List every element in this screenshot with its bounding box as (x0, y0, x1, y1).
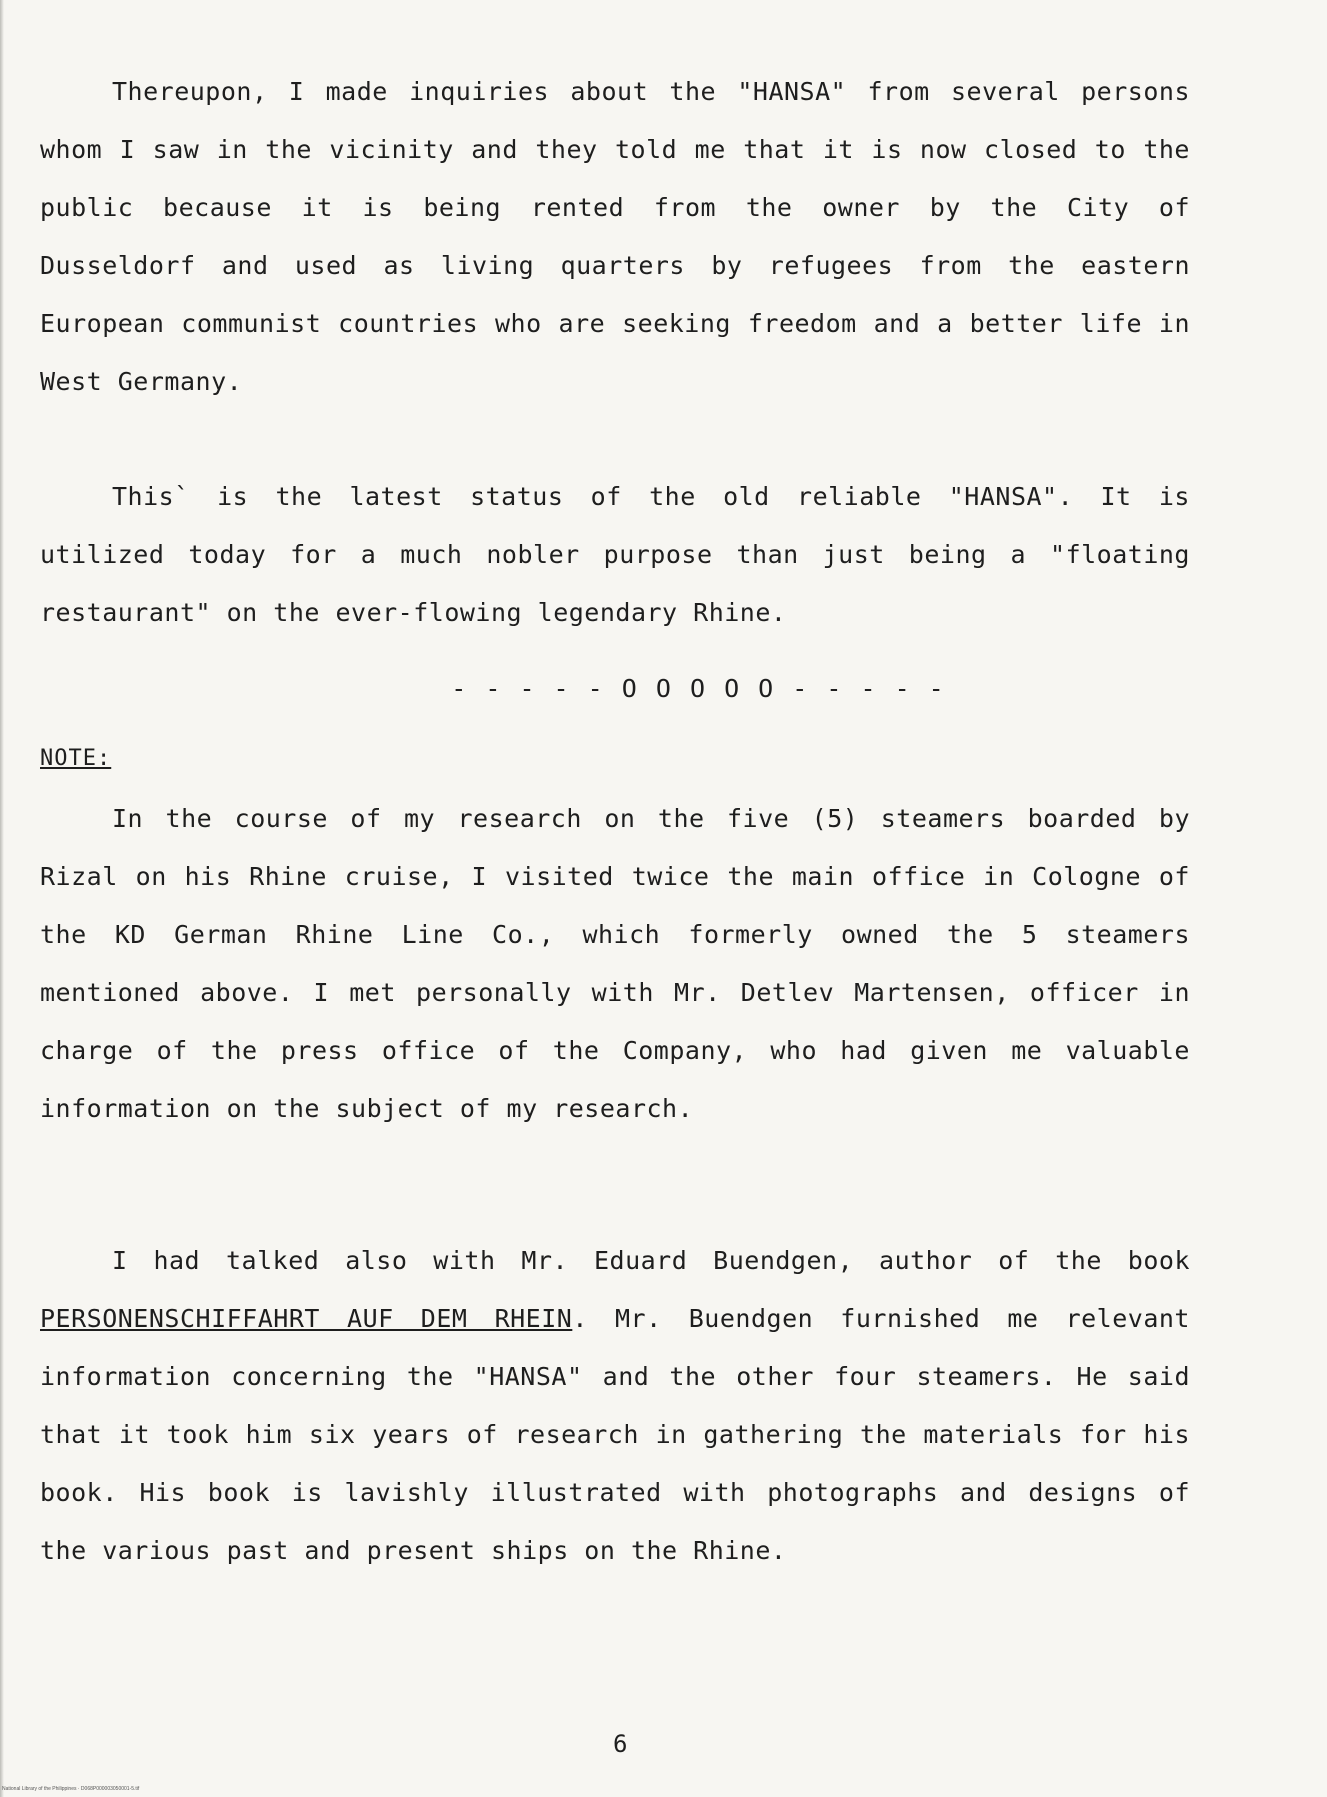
paragraph-latest-status (40, 468, 1190, 642)
paragraph-text: . Mr. Buendgen furnished me relevant information concerning the "HANSA" and the other four steamers. He said that it took him six years of research in gathering the materials for his book. His book is lavishly illustrated with photographs and designs of the various past and present ships on the Rhine. (40, 1304, 1190, 1565)
paragraph-text: This` is the latest status of the old reliable "HANSA". It is utilized today for a much nobler purpose than just being a "floating restaurant" on the ever-flowing legendary Rhine. (40, 482, 1190, 627)
paragraph-text: Thereupon, I made inquiries about the "HANSA" from several persons whom I saw in the vicinity and they told me that it is now closed to the public because it is being rented from the owner by the City of Dusseldorf and used as living quarters by refugees from the eastern European communist countries who are seeking freedom and a better life in West Germany. (40, 77, 1190, 396)
note-heading: NOTE: (40, 746, 112, 771)
paragraph-text: I had talked also with Mr. Eduard Buendgen, author of the book (112, 1246, 1190, 1275)
book-title: PERSONENSCHIFFAHRT AUF DEM RHEIN (40, 1304, 573, 1333)
section-divider: - - - - - O O O O O - - - - - (451, 674, 946, 703)
page-number: 6 (613, 1730, 628, 1758)
paragraph-hansa-inquiries (40, 63, 1190, 411)
scan-footer-text: National Library of the Philippines · D068P000003050001-5.tif (2, 1786, 140, 1792)
paragraph-research-course (40, 790, 1190, 1138)
paragraph-text: In the course of my research on the five (5) steamers boarded by Rizal on his Rhine cruise, I visited twice the main office in Cologne of the KD German Rhine Line Co., which formerly owned the 5 steamers mentioned above. I met personally with Mr. Detlev Martensen, officer in charge of the press office of the Company, who had given me valuable information on the subject of my research. (40, 804, 1190, 1123)
scan-edge-shadow (0, 0, 4, 1797)
paragraph-buendgen (40, 1232, 1190, 1580)
